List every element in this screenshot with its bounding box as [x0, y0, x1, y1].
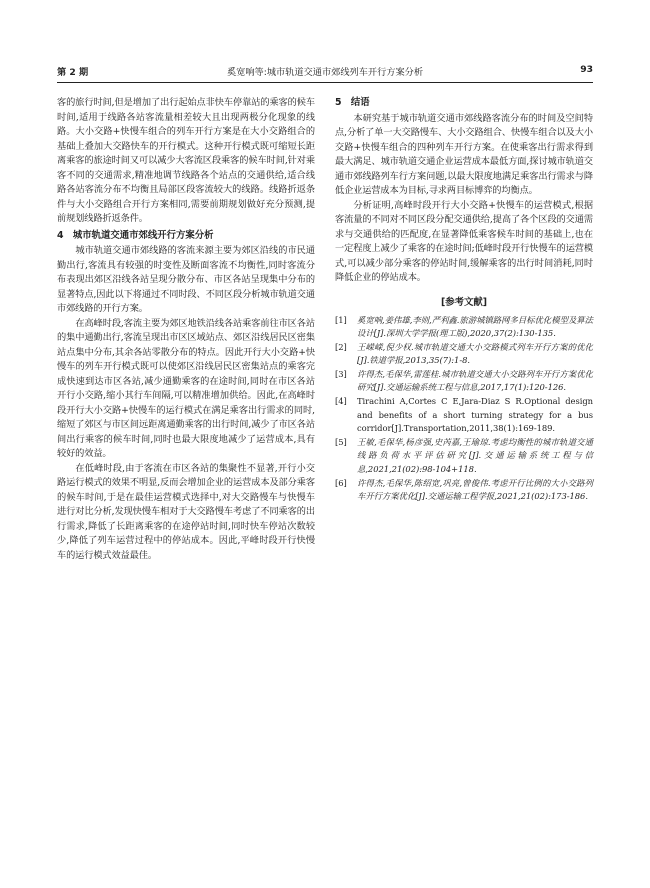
reference-text: Tirachini A,Cortes C E,Jara-Diaz S R.Optional design and benefits of a short turning strategy for a bus corridor[J].Transportation,2011,38(1):169-189.: [357, 396, 593, 434]
running-header: [57, 62, 593, 78]
reference-text: 王嵘嵘,倪少权.城市轨道交通大小交路模式列车开行方案的优化[J].铁道学报,2013,35(7):1-8.: [357, 341, 593, 366]
reference-text: 王敏,毛保华,杨彦强,史芮嘉,王瑜琼.考虑均衡性的城市轨道交通线路负荷水平评估研究[J].交通运输系统工程与信息,2021,21(02):98-104+118.: [357, 436, 593, 475]
reference-list: [335, 314, 593, 504]
reference-item: [335, 436, 593, 477]
reference-text: 许得杰,毛保华,陈绍宽,巩亮,曾俊伟.考虑开行比例的大小交路列车开行方案优化[J].交通运输工程学报,2021,21(02):173-186.: [357, 477, 593, 502]
body-paragraph: 城市轨道交通市郊线路的客流来源主要为郊区沿线的市民通勤出行,客流具有较强的时变性及断面客流不均衡性,同时客流分布表现出郊区沿线各站呈现分散分布、市区各站呈现集中分布的显著特点,因此以下将通过不同时段、不同区段分析城市轨道交通市郊线路的开行方案。: [57, 245, 315, 314]
body-paragraph: 本研究基于城市轨道交通市郊线路客流分布的时间及空间特点,分析了单一大交路慢车、大小交路组合、快慢车组合以及大小交路+快慢车组合的四种列车开行方案。在使乘客出行需求得到最大满足、城市轨道交通企业运营成本最低方面,探讨城市轨道交通市郊线路列车行方案问题,以最大限度地满足乘客出行需求与降低企业运营成本为目标,寻求两目标博弈的均衡点。: [335, 112, 593, 196]
reference-item: [335, 477, 593, 504]
reference-item: [335, 368, 593, 395]
reference-item: [335, 341, 593, 368]
reference-number: [3]: [335, 368, 347, 379]
reference-item: [335, 395, 593, 436]
reference-number: [2]: [335, 341, 347, 352]
reference-number: [4]: [335, 396, 347, 407]
body-paragraph: 分析证明,高峰时段开行大小交路+快慢车的运营模式,根据客流量的不同对不同区段分配交通供给,提高了各个区段的交通需求与交通供给的匹配度,在显著降低乘客候车时间的基础上,也在一定程度上减少了乘客的在途时间;低峰时段开行快慢车的运营模式,可以减少部分乘客的停站时间,缓解乘客的出行时间消耗,同时降低企业的停站成本。: [335, 199, 593, 283]
body-paragraph: 客的旅行时间,但是增加了出行起始点非快车停靠站的乘客的候车时间,适用于线路各站客流量相差较大且出现两极分化现象的线路。大小交路+快慢车组合的列车开行方案是在大小交路组合的基础上叠加大交路快车的开行模式。这种开行模式既可缩短长距离乘客的旅途时间又可以减少大客流区段乘客的候车时间,针对乘客不同的交通需求,精准地调节线路各个站点的交通供给,适合线路各站客流分布不均衡且局部区段客流较大的线路。线路折返条件与大小交路组合开行方案相同,需要前期规划做好充分预测,提前规划线路折返条件。: [57, 97, 315, 224]
references-title: [参考文献]: [440, 296, 488, 308]
reference-number: [5]: [335, 436, 347, 447]
left-column: [57, 96, 315, 563]
reference-item: [335, 314, 593, 341]
header-rule: [57, 82, 593, 83]
reference-text: 许得杰,毛保华,雷莲桂.城市轨道交通大小交路列车开行方案优化研究[J].交通运输系统工程与信息,2017,17(1):120-126.: [357, 368, 593, 393]
page-number: 93: [580, 64, 593, 75]
right-column: [335, 96, 593, 504]
reference-number: [6]: [335, 477, 347, 488]
reference-number: [1]: [335, 314, 347, 325]
running-title: 奚宽响等:城市轨道交通市郊线列车开行方案分析: [226, 67, 424, 78]
body-paragraph: 在低峰时段,由于客流在市区各站的集聚性不显著,开行小交路运行模式的效果不明显,反而会增加企业的运营成本及部分乘客的候车时间,于是在最佳运营模式选择中,对大交路慢车与快慢车进行对比分析,发现快慢车相对于大交路慢车考虑了不同乘客的出行需求,降低了长距离乘客的在途停站时间,同时快车停站次数较少,降低了列车运营过程中的停站成本。因此,平峰时段开行快慢车的运行模式效益最佳。: [57, 462, 315, 561]
section-heading-5: 5 结语: [335, 97, 370, 108]
body-paragraph: 在高峰时段,客流主要为郊区地铁沿线各站乘客前往市区各站的集中通勤出行,客流呈现出市区区域站点、郊区沿线居民区密集站点集中分布,其余各站零散分布的特点。因此开行大小交路+快慢车的列车开行模式既可以使郊区沿线居民区密集站点的乘客完成快速到达市区各站,减少通勤乘客的在途时间,同时在市区各站开行小交路,缩小其行车间隔,可以精准增加供给。因此,在高峰时段开行大小交路+快慢车的运行模式在满足乘客出行需求的同时,缩短了郊区与市区间远距离通勤乘客的出行时间,减少了市区各站间出行乘客的候车时间,同时也最大限度地减少了运营成本,具有较好的效益。: [57, 317, 315, 459]
section-heading-4: 4 城市轨道交通市郊线开行方案分析: [57, 229, 214, 241]
reference-text: 奚宽响,姜伟雄,李则,严利鑫.旅游城镇路网多目标优化模型及算法设计[J].深圳大学学报(理工版),2020,37(2):130-135.: [357, 314, 593, 339]
issue-number: 第 2 期: [57, 67, 89, 78]
